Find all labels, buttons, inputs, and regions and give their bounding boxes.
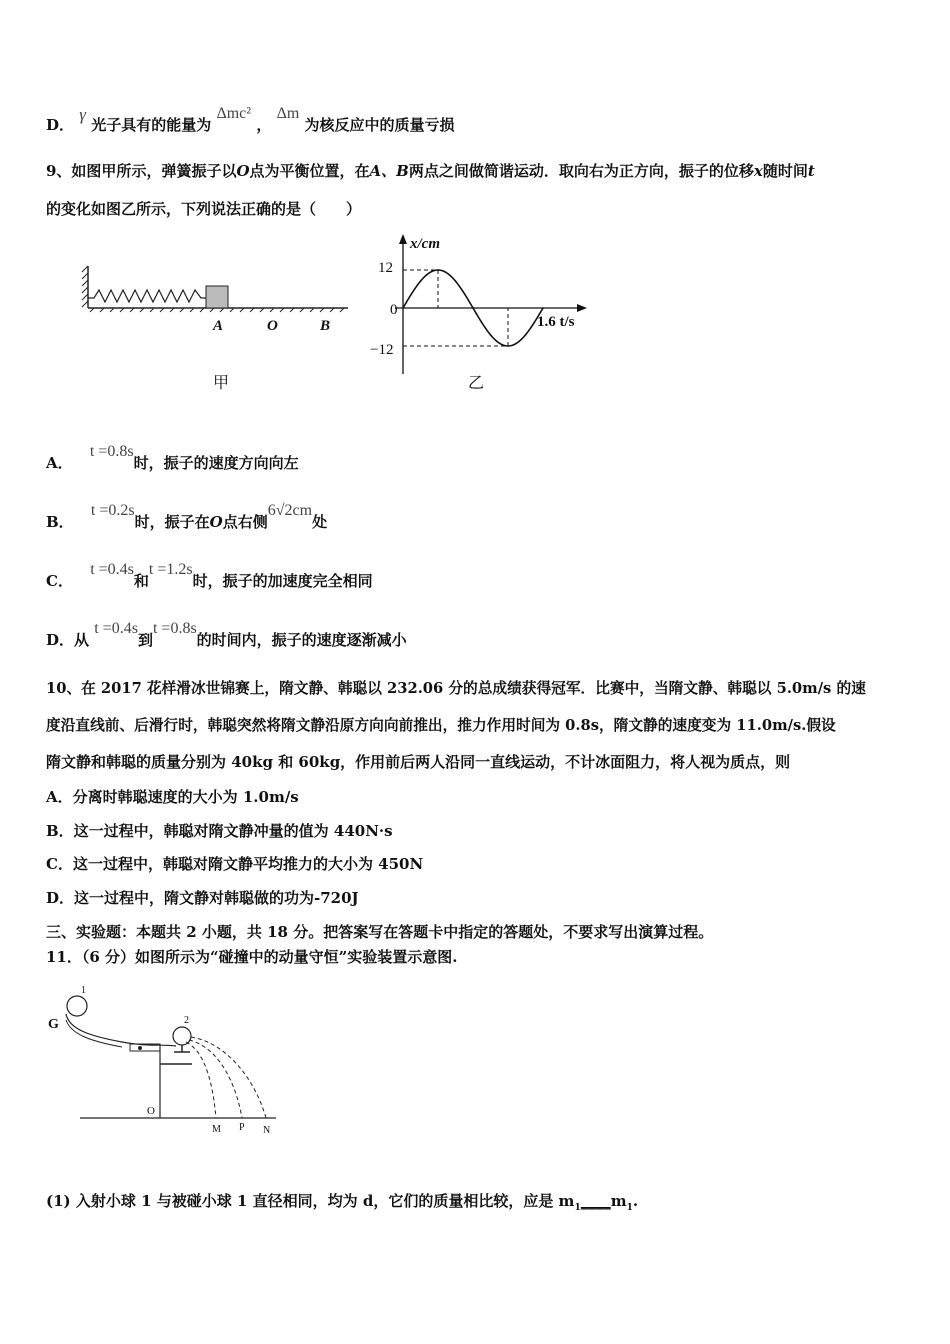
label-o-point: O	[147, 1105, 155, 1117]
q9-stem-part-a: 9、如图甲所示，弹簧振子以	[46, 162, 237, 180]
target-ball	[173, 1027, 191, 1045]
q9-stem-part-d: 随时间	[762, 162, 808, 180]
data-point	[525, 334, 527, 336]
trajectory-n	[191, 1037, 266, 1118]
q10-option-d: D．这一过程中，隋文静对韩聪做的功为-720J	[46, 889, 359, 907]
option-d-math2: t =0.8s	[152, 620, 197, 637]
option-b-math2: 6√2cm	[267, 502, 313, 519]
y-axis-arrow	[399, 234, 407, 244]
option-d-text1: 到	[137, 631, 153, 649]
trajectory-m	[186, 1042, 216, 1118]
displacement-time-graph	[365, 232, 595, 392]
q9-option-d	[46, 620, 407, 650]
label-g: G	[48, 1017, 59, 1032]
q10-stem-line3: 隋文静和韩聪的质量分别为 40kg 和 60kg，作用前后两人沿同一直线运动，不计冰面阻力，将人视为质点，则	[46, 753, 791, 771]
oscillator-block	[206, 286, 228, 308]
option-c-label: C．	[46, 572, 73, 590]
q8-d-math1: Δmc²	[216, 105, 252, 122]
label-o: O	[267, 318, 278, 334]
q9-stem-part-c: 两点之间做简谐运动．取向右为正方向，振子的位移	[408, 162, 754, 180]
q8-d-text2: 为核反应中的质量亏损	[304, 116, 455, 134]
data-point	[455, 280, 457, 282]
data-point	[472, 307, 474, 309]
option-a-math: t =0.8s	[89, 443, 134, 460]
option-a-label: A．	[46, 454, 73, 472]
label-b: B	[320, 318, 331, 334]
label-ball-1: 1	[81, 985, 86, 996]
q9-option-b	[46, 502, 328, 532]
tick-label-minus-12: −12	[370, 342, 394, 358]
q11-stem: 11．（6 分）如图所示为“碰撞中的动量守恒”实验装置示意图.	[46, 948, 458, 966]
q8-d-math2: Δm	[276, 105, 300, 122]
incident-ball	[67, 996, 87, 1016]
option-b-text3: 处	[312, 513, 328, 531]
q9-stem-t: t	[807, 162, 815, 180]
q9-stem-part-b: 点为平衡位置，在	[249, 162, 370, 180]
q9-stem-line2: 的变化如图乙所示，下列说法正确的是（ ）	[46, 200, 362, 218]
option-d-text2: 的时间内，振子的速度逐渐减小	[196, 631, 407, 649]
q10-option-b: B．这一过程中，韩聪对隋文静冲量的值为 440N·s	[46, 822, 393, 840]
tick-label-12: 12	[378, 260, 393, 276]
q9-stem-ab: A、B	[369, 162, 409, 180]
option-b-label: B．	[46, 513, 74, 531]
q11-sub1-text: (1) 入射小球 1 与被碰小球 1 直径相同，均为 d，它们的质量相比较，应是 m	[46, 1192, 575, 1210]
option-a-text: 时，振子的速度方向向左	[133, 454, 299, 472]
option-d-label: D．从	[46, 631, 90, 649]
caption-yi: 乙	[468, 375, 485, 392]
q10-option-c: C．这一过程中，韩聪对隋文静平均推力的大小为 450N	[46, 855, 424, 873]
option-b-text2: 点右侧	[222, 513, 268, 531]
label-m: M	[212, 1124, 221, 1135]
y-axis-label: x/cm	[410, 236, 440, 252]
option-b-math: t =0.2s	[90, 502, 135, 519]
option-c-text1: 和	[133, 572, 149, 590]
label-ball-2: 2	[184, 1015, 189, 1026]
section-3-heading: 三、实验题：本题共 2 小题，共 18 分。把答案写在答题卡中指定的答题处，不要求写出演算过程。	[46, 923, 714, 941]
q11-sub1-subscript-1: 1	[574, 1203, 581, 1213]
data-point	[490, 334, 492, 336]
q9-stem-line1	[46, 160, 815, 181]
label-p: P	[239, 1122, 245, 1133]
q9-option-c	[46, 561, 373, 591]
q11-sub1-subscript-2: 1	[626, 1203, 633, 1213]
spring	[88, 290, 206, 302]
data-point	[542, 307, 544, 309]
q10-stem-line1: 10、在 2017 花样滑冰世锦赛上，隋文静、韩聪以 232.06 分的总成绩获得冠军．比赛中，当隋文静、韩聪以 5.0m/s 的速	[46, 680, 866, 697]
option-d-math1: t =0.4s	[94, 620, 138, 637]
caption-jia: 甲	[213, 375, 230, 392]
q9-stem-o: O	[236, 162, 250, 180]
q11-sub1-end: .	[632, 1192, 639, 1210]
spring-oscillator-figure	[80, 262, 360, 392]
q11-sub1	[46, 1190, 638, 1213]
tick-label-0: 0	[390, 302, 398, 318]
x-axis-arrow	[577, 304, 587, 312]
q11-answer-blank[interactable]: ____	[580, 1192, 611, 1210]
option-c-text2: 时，振子的加速度完全相同	[192, 572, 373, 590]
option-b-o: O	[209, 513, 223, 531]
slide-track	[66, 1014, 176, 1046]
q9-stem-x: x	[753, 162, 763, 180]
option-c-math1: t =0.4s	[90, 561, 134, 578]
data-point	[420, 280, 422, 282]
option-b-text1: 时，振子在	[134, 513, 210, 531]
label-a: A	[213, 318, 224, 334]
q8-d-label: D．	[46, 116, 75, 134]
q8-d-text1: 光子具有的能量为	[91, 116, 212, 134]
label-n: N	[263, 1125, 271, 1136]
q10-stem-line2: 度沿直线前、后滑行时，韩聪突然将隋文静沿原方向向前推出，推力作用时间为 0.8s，隋文静的速度变为 11.0m/s.假设	[46, 717, 836, 734]
gamma-symbol: γ	[79, 105, 86, 124]
data-point	[402, 307, 404, 309]
q8-option-d	[46, 105, 455, 135]
q10-option-a: A．分离时韩聪速度的大小为 1.0m/s	[46, 788, 299, 806]
q8-d-comma: ，	[256, 116, 272, 134]
q9-option-a	[46, 443, 299, 473]
collision-apparatus-figure	[44, 984, 284, 1136]
option-c-math2: t =1.2s	[148, 561, 193, 578]
q11-sub1-text-b: m	[610, 1192, 627, 1210]
x-axis-label: 1.6 t/s	[537, 314, 575, 330]
